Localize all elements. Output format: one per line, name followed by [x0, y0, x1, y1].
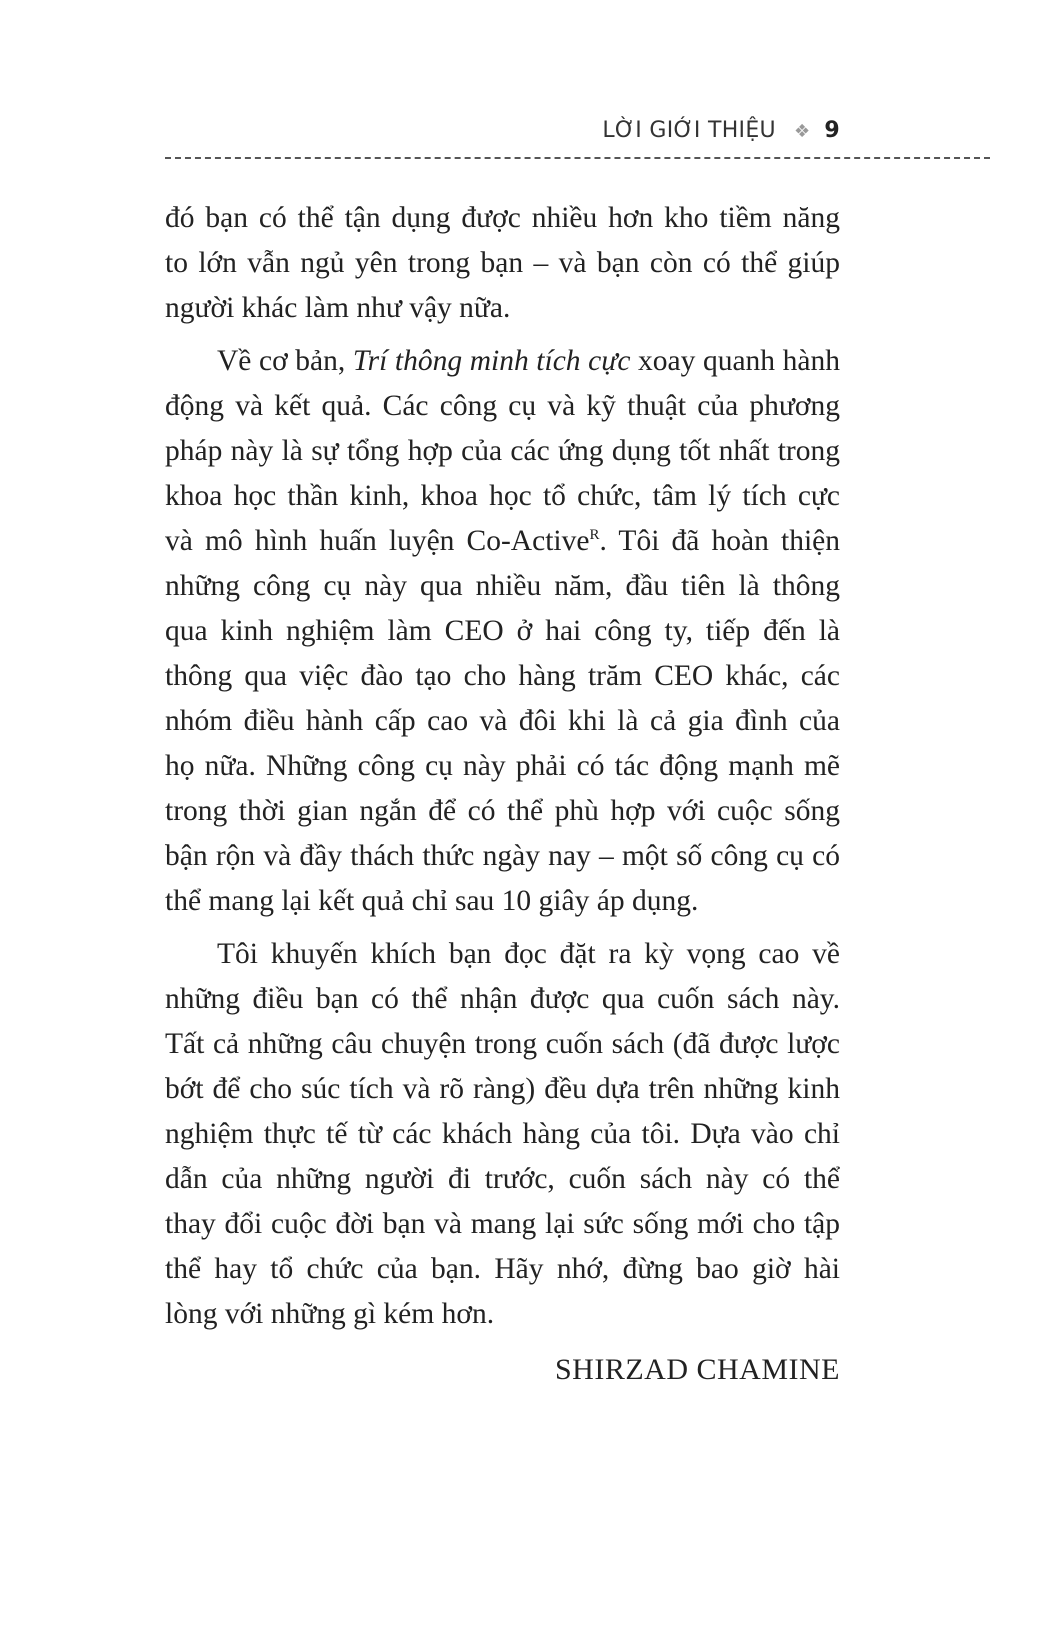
header-divider [165, 157, 990, 159]
text-line: những công cụ này qua nhiều năm, đầu tiên là thông [165, 570, 840, 602]
running-header [0, 118, 840, 143]
paragraph-2 [165, 339, 840, 924]
page-number: 9 [824, 118, 840, 143]
section-title: LỜI GIỚI THIỆU [602, 118, 776, 143]
text-line: dẫn của những người đi trước, cuốn sách này có thể [165, 1163, 840, 1195]
text-line: Tôi khuyến khích bạn đọc đặt ra kỳ vọng cao về [217, 938, 840, 970]
paragraph-1 [165, 196, 840, 331]
text: . Tôi đã hoàn thiện [599, 525, 840, 557]
text-line [165, 519, 840, 564]
text-line: Tất cả những câu chuyện trong cuốn sách (đã được lược [165, 1028, 840, 1060]
text-line: đó bạn có thể tận dụng được nhiều hơn kho tiềm năng [165, 202, 840, 234]
ornament-icon: ❖ [793, 121, 811, 142]
text-line: thể hay tổ chức của bạn. Hãy nhớ, đừng bao giờ hài [165, 1253, 840, 1285]
text-line: bớt để cho súc tích và rõ ràng) đều dựa trên những kinh [165, 1073, 840, 1105]
text-line: khoa học thần kinh, khoa học tổ chức, tâm lý tích cực [165, 480, 840, 512]
text: và mô hình huấn luyện Co-Active [165, 525, 590, 557]
text-line: qua kinh nghiệm làm CEO ở hai công ty, tiếp đến là [165, 615, 840, 647]
text-line: những điều bạn có thể nhận được qua cuốn sách này. [165, 983, 840, 1015]
text-line: họ nữa. Những công cụ này phải có tác động mạnh mẽ [165, 750, 840, 782]
text-line: trong thời gian ngắn để có thể phù hợp với cuộc sống [165, 795, 840, 827]
text-line: thay đổi cuộc đời bạn và mang lại sức sống mới cho tập [165, 1208, 840, 1240]
text-line [165, 339, 840, 384]
author-signature: SHIRZAD CHAMINE [555, 1353, 840, 1386]
text-line: nhóm điều hành cấp cao và đôi khi là cả gia đình của [165, 705, 840, 737]
book-title: Trí thông minh tích cực [352, 345, 631, 377]
text: xoay quanh hành [630, 345, 840, 377]
paragraph-3 [165, 932, 840, 1337]
text-line: bận rộn và đầy thách thức ngày nay – một số công cụ có [165, 840, 840, 872]
text-line: người khác làm như vậy nữa. [165, 292, 511, 324]
text-line: to lớn vẫn ngủ yên trong bạn – và bạn còn có thể giúp [165, 247, 840, 279]
text: Về cơ bản, [217, 345, 353, 377]
text-line: thông qua việc đào tạo cho hàng trăm CEO khác, các [165, 660, 840, 692]
text-line: động và kết quả. Các công cụ và kỹ thuật của phương [165, 390, 840, 422]
text-line: lòng với những gì kém hơn. [165, 1298, 495, 1330]
text-line: thể mang lại kết quả chỉ sau 10 giây áp dụng. [165, 885, 699, 917]
text-line: pháp này là sự tổng hợp của các ứng dụng tốt nhất trong [165, 435, 840, 467]
text-line: nghiệm thực tế từ các khách hàng của tôi. Dựa vào chỉ [165, 1118, 840, 1150]
superscript: R [589, 527, 600, 544]
page-body [165, 196, 840, 1392]
